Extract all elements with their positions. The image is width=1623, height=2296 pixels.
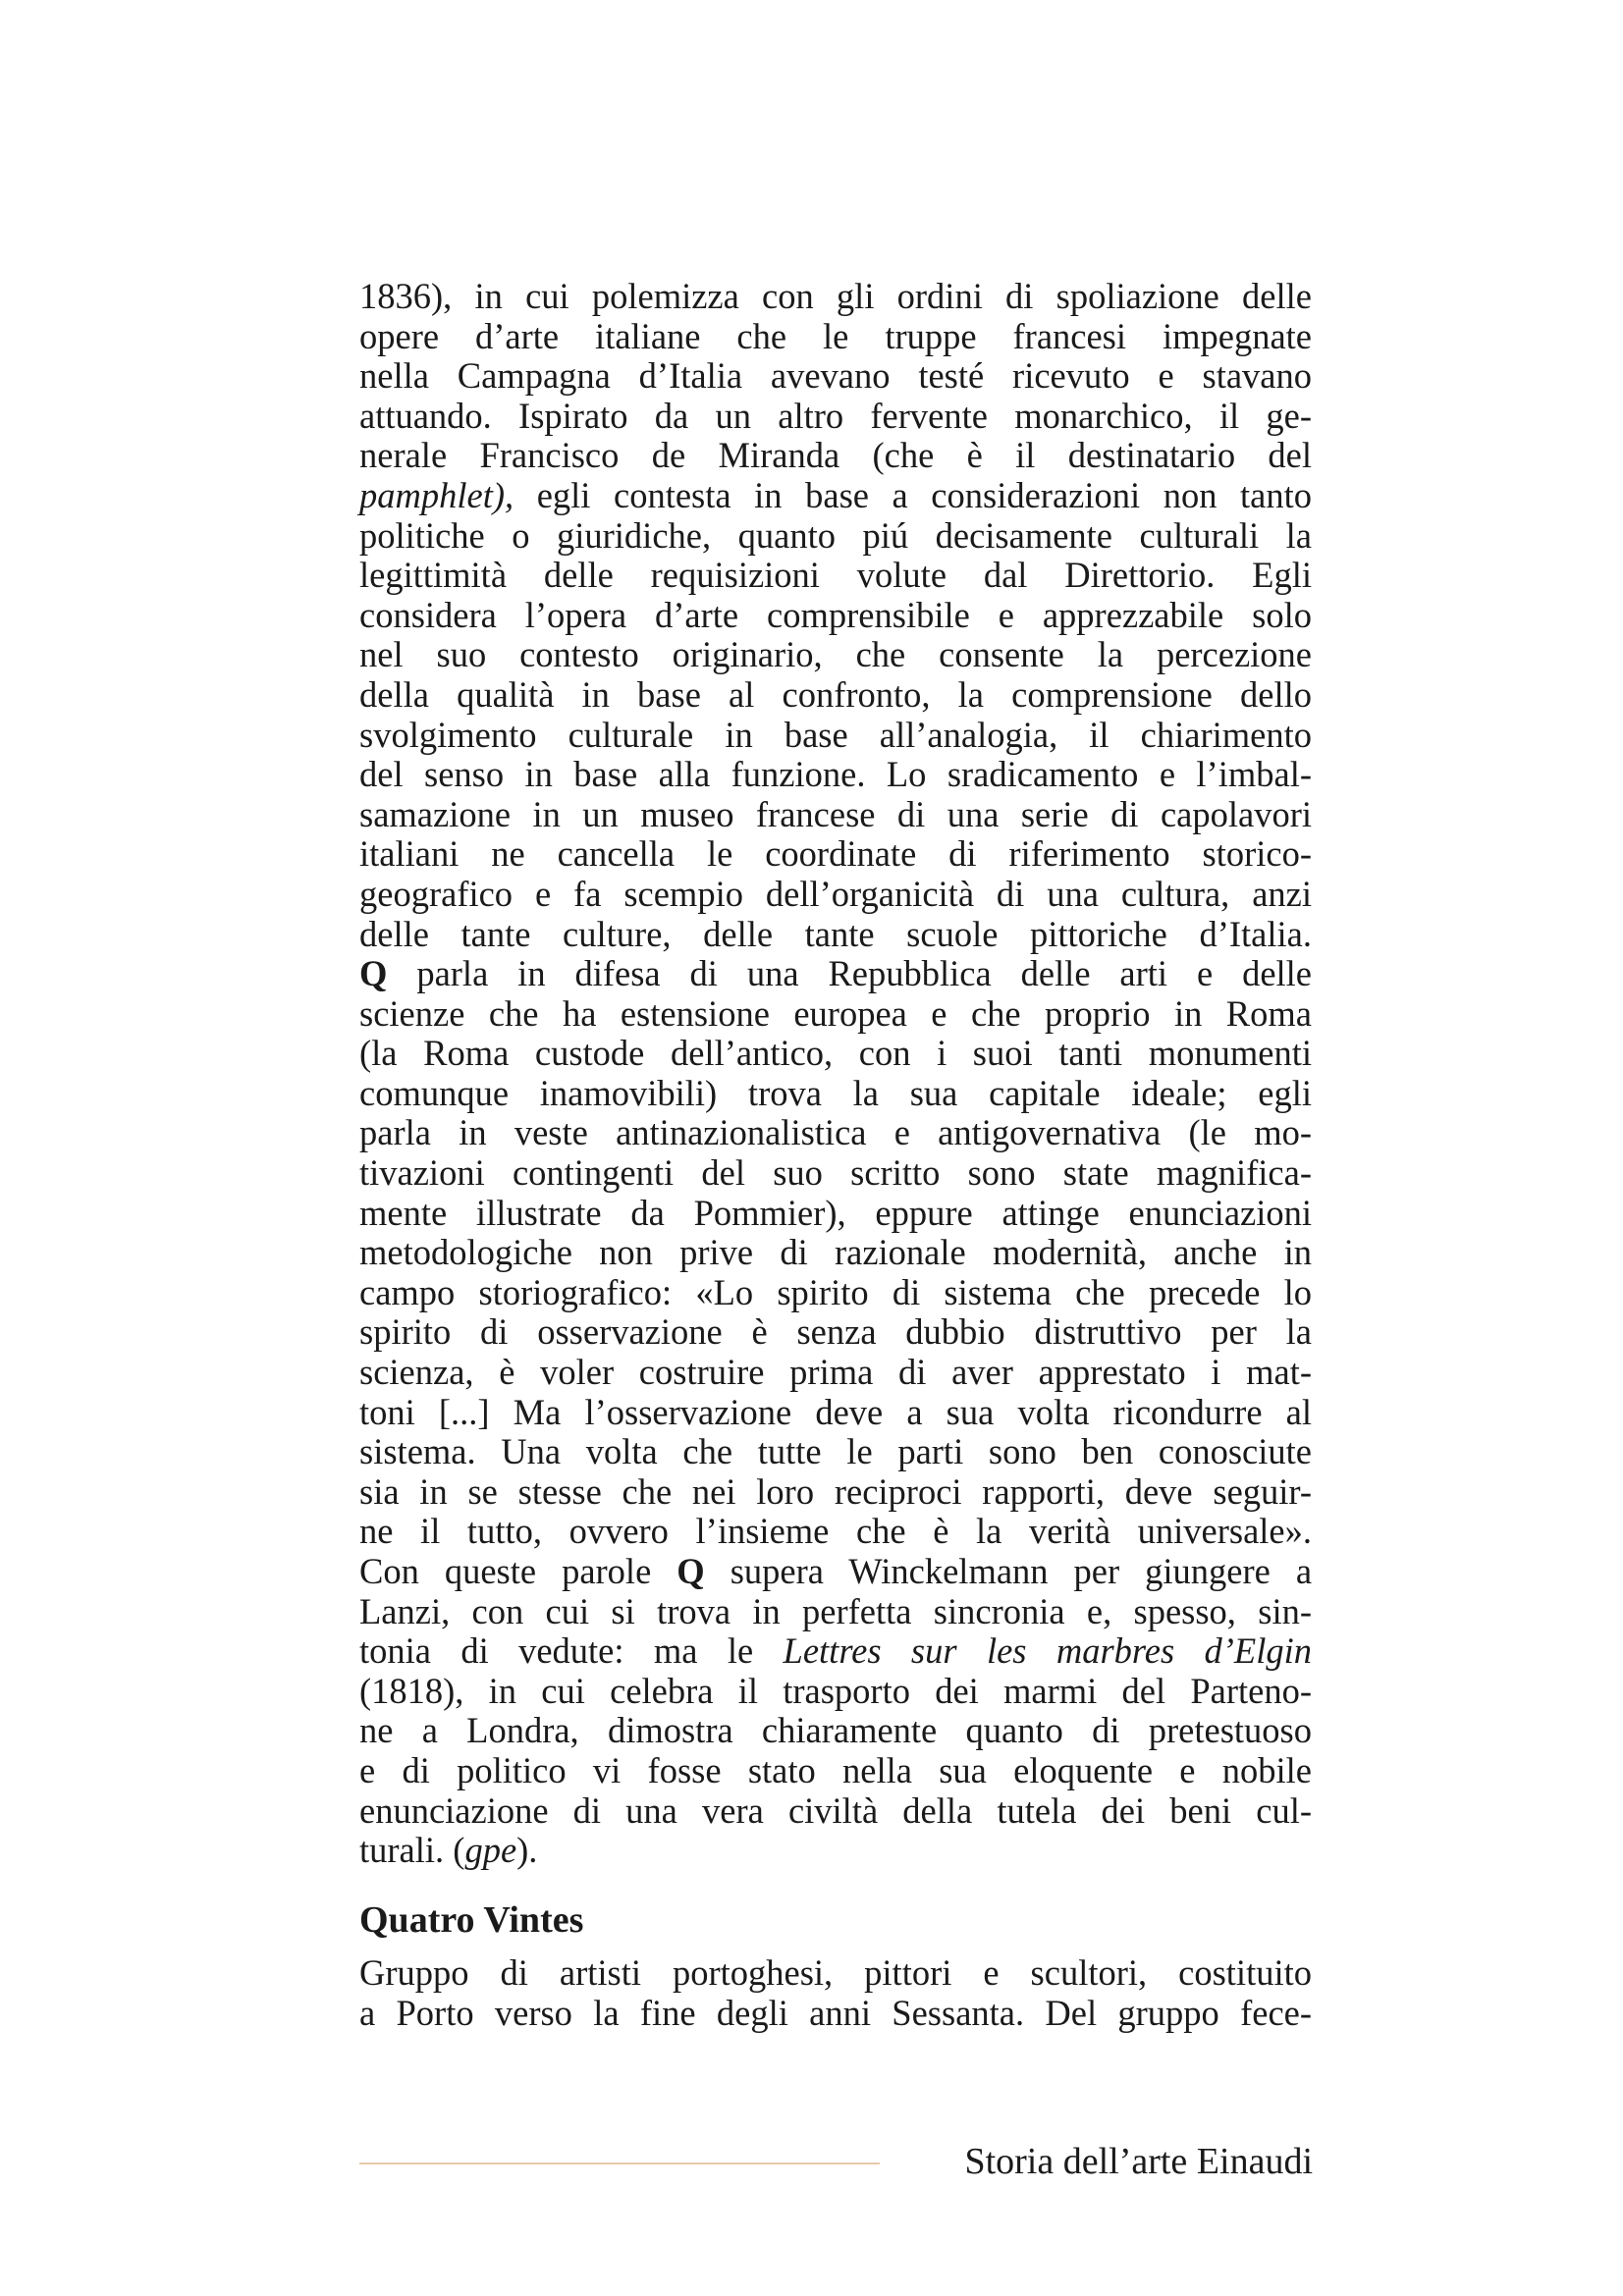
footer-publication-label: Storia dell’arte Einaudi	[964, 2141, 1313, 2182]
text-line: (la Roma custode dell’antico, con i suoi tanti monumenti	[359, 1033, 1312, 1074]
text-line: ne il tutto, ovvero l’insieme che è la verità universale».	[359, 1511, 1312, 1552]
text-line: italiani ne cancella le coordinate di riferimento storico-	[359, 833, 1312, 875]
q-bold: Q	[359, 953, 388, 994]
text-line	[359, 476, 1312, 516]
text-line: nerale Francisco de Miranda (che è il destinatario del	[359, 435, 1312, 476]
text-line: considera l’opera d’arte comprensibile e apprezzabile solo	[359, 594, 1312, 635]
text-line: Lanzi, con cui si trova in perfetta sincronia e, spesso, sin-	[359, 1590, 1312, 1631]
text-line: geografico e fa scempio dell’organicità di una cultura, anzi	[359, 873, 1312, 914]
text-fragment: Con queste parole	[359, 1551, 652, 1591]
text-line: campo storiografico: «Lo spirito di sistema che precede lo	[359, 1271, 1312, 1312]
text-fragment: tonia di vedute: ma le	[359, 1630, 754, 1672]
text-line: toni [...] Ma l’osservazione deve a sua volta ricondurre al	[359, 1391, 1312, 1432]
text-line: spirito di osservazione è senza dubbio distruttivo per la	[359, 1311, 1312, 1353]
text-line: delle tante culture, delle tante scuole pittoriche d’Italia.	[359, 913, 1312, 954]
text-line: tivazioni contingenti del suo scritto sono state magnifica-	[359, 1152, 1312, 1194]
text-fragment: turali. (	[359, 1830, 465, 1871]
text-line: a Porto verso la fine degli anni Sessanta. Del gruppo fece-	[359, 1992, 1312, 2033]
q-bold: Q	[676, 1551, 705, 1591]
author-initials-italic: gpe	[464, 1830, 517, 1871]
text-line: della qualità in base al confronto, la comprensione dello	[359, 673, 1312, 715]
text-line: Gruppo di artisti portoghesi, pittori e scultori, costituito	[359, 1952, 1312, 1993]
text-line: parla in veste antinazionalistica e antigovernativa (le mo-	[359, 1112, 1312, 1153]
text-line: 1836), in cui polemizza con gli ordini di spoliazione delle	[359, 276, 1312, 316]
text-line: mente illustrate da Pommier), eppure attinge enunciazioni	[359, 1192, 1312, 1233]
text-line: legittimità delle requisizioni volute dal Direttorio. Egli	[359, 555, 1312, 596]
text-line	[359, 1552, 1312, 1592]
text-line: nel suo contesto originario, che consente la percezione	[359, 634, 1312, 675]
text-line: attuando. Ispirato da un altro fervente monarchico, il ge-	[359, 395, 1312, 436]
text-line: politiche o giuridiche, quanto piú decisamente culturali la	[359, 514, 1312, 556]
text-line	[359, 1831, 1312, 1871]
entry-quatro-vintes	[359, 1896, 1312, 2033]
lettres-title-italic: Lettres sur les marbres d’Elgin	[783, 1630, 1312, 1672]
text-fragment: egli contesta in base a considerazioni non tanto	[536, 474, 1312, 515]
text-line: comunque inamovibili) trova la sua capitale ideale; egli	[359, 1072, 1312, 1113]
text-fragment: ).	[516, 1830, 538, 1871]
text-line: nella Campagna d’Italia avevano testé ricevuto e stavano	[359, 355, 1312, 397]
entry-heading: Quatro Vintes	[359, 1899, 584, 1941]
article-body	[359, 277, 1312, 1871]
text-line: e di politico vi fosse stato nella sua eloquente e nobile	[359, 1749, 1312, 1790]
text-line: metodologiche non prive di razionale modernità, anche in	[359, 1232, 1312, 1273]
entry-body	[359, 1953, 1312, 2033]
text-fragment: supera Winckelmann per giungere a	[730, 1551, 1313, 1591]
text-line: del senso in base alla funzione. Lo sradicamento e l’imbal-	[359, 754, 1312, 795]
pamphlet-italic: pamphlet),	[359, 474, 514, 515]
footer-divider	[359, 2163, 880, 2164]
text-line: samazione in un museo francese di una serie di capolavori	[359, 793, 1312, 834]
text-line	[359, 954, 1312, 994]
text-line: ne a Londra, dimostra chiaramente quanto di pretestuoso	[359, 1710, 1312, 1751]
text-line: sistema. Una volta che tutte le parti sono ben conosciute	[359, 1431, 1312, 1472]
text-line: opere d’arte italiane che le truppe francesi impegnate	[359, 315, 1312, 356]
text-line: (1818), in cui celebra il trasporto dei marmi del Partenо-	[359, 1670, 1312, 1711]
text-line: sia in se stesse che nei loro reciproci rapporti, deve seguir-	[359, 1470, 1312, 1512]
text-line: scienza, è voler costruire prima di aver apprestato i mat-	[359, 1352, 1312, 1393]
text-line: svolgimento culturale in base all’analogia, il chiarimento	[359, 714, 1312, 755]
text-fragment: parla in difesa di una Repubblica delle arti e delle	[416, 953, 1313, 994]
text-line: enunciazione di una vera civiltà della tutela dei beni cul-	[359, 1789, 1312, 1831]
text-line: scienze che ha estensione europea e che proprio in Roma	[359, 992, 1312, 1034]
text-line	[359, 1631, 1312, 1672]
